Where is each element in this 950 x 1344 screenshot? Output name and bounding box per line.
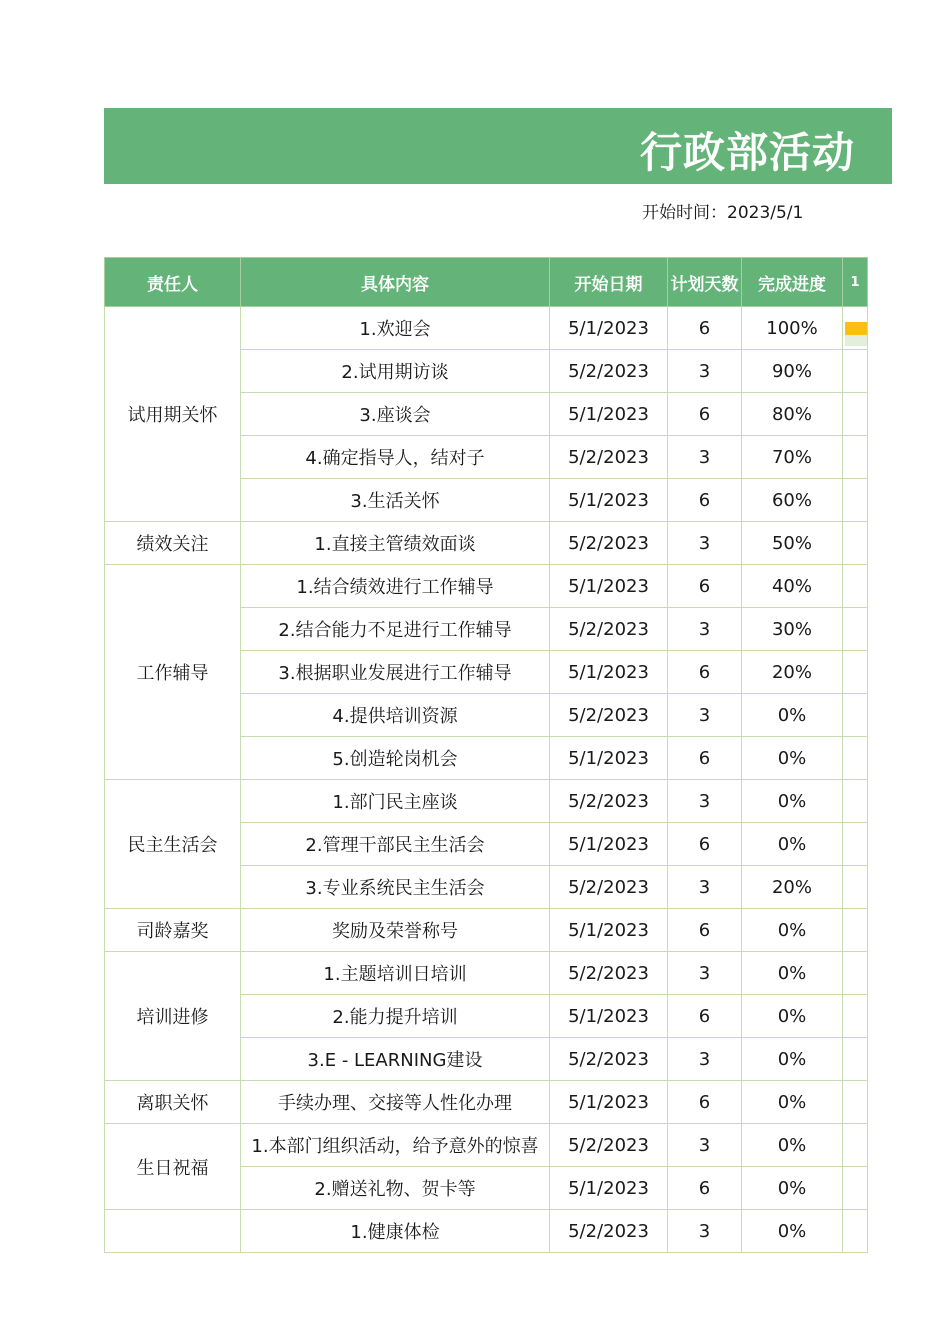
planned-days-cell[interactable]: 6 [668,393,742,436]
planned-days-cell[interactable]: 6 [668,479,742,522]
planned-days-cell[interactable]: 6 [668,995,742,1038]
start-date-cell[interactable]: 5/2/2023 [550,436,668,479]
progress-cell[interactable]: 80% [742,393,843,436]
task-cell[interactable]: 2.试用期访谈 [241,350,550,393]
task-cell[interactable]: 4.提供培训资源 [241,694,550,737]
page-cut [104,1253,868,1344]
gantt-cell[interactable] [843,436,868,479]
start-date-cell[interactable]: 5/2/2023 [550,866,668,909]
planned-days-cell[interactable]: 3 [668,952,742,995]
header-owner[interactable]: 责任人 [105,258,241,307]
start-date-cell[interactable]: 5/1/2023 [550,307,668,350]
planned-days-cell[interactable]: 3 [668,350,742,393]
table-row [105,909,868,952]
task-cell[interactable]: 3.E - LEARNING建设 [241,1038,550,1081]
start-date-cell[interactable]: 5/2/2023 [550,694,668,737]
start-date-cell[interactable]: 5/2/2023 [550,522,668,565]
gantt-cell[interactable] [843,608,868,651]
gantt-cell[interactable] [843,565,868,608]
task-cell[interactable]: 1.结合绩效进行工作辅导 [241,565,550,608]
start-date-cell[interactable]: 5/1/2023 [550,651,668,694]
table-row [105,952,868,995]
gantt-cell[interactable] [843,393,868,436]
planned-days-cell[interactable]: 3 [668,866,742,909]
page-title: 行政部活动 [640,128,856,177]
header-planned-days[interactable]: 计划天数 [668,258,742,307]
start-date-cell[interactable]: 5/1/2023 [550,479,668,522]
progress-cell[interactable]: 0% [742,909,843,952]
owner-cell[interactable]: 工作辅导 [105,565,241,780]
gantt-cell[interactable] [843,995,868,1038]
table-row [105,780,868,823]
task-cell[interactable]: 2.结合能力不足进行工作辅导 [241,608,550,651]
header-row [105,258,868,307]
gantt-cell[interactable] [843,909,868,952]
task-cell[interactable]: 1.直接主管绩效面谈 [241,522,550,565]
gantt-cell[interactable] [843,1038,868,1081]
header-progress[interactable]: 完成进度 [742,258,843,307]
table-row [105,307,868,350]
progress-cell[interactable]: 90% [742,350,843,393]
owner-cell[interactable]: 培训进修 [105,952,241,1081]
gantt-cell[interactable] [843,1167,868,1210]
progress-cell[interactable]: 20% [742,651,843,694]
progress-cell[interactable]: 0% [742,952,843,995]
start-date-cell[interactable]: 5/2/2023 [550,350,668,393]
task-cell[interactable]: 1.欢迎会 [241,307,550,350]
start-date-cell[interactable]: 5/2/2023 [550,608,668,651]
task-cell[interactable]: 1.健康体检 [241,1210,550,1253]
task-cell[interactable]: 3.生活关怀 [241,479,550,522]
progress-cell[interactable]: 0% [742,1081,843,1124]
planned-days-cell[interactable]: 6 [668,565,742,608]
planned-days-cell[interactable]: 6 [668,737,742,780]
planned-days-cell[interactable]: 6 [668,651,742,694]
table-body [105,307,868,1253]
gantt-progress-bar [845,322,867,335]
planned-days-cell[interactable]: 3 [668,436,742,479]
table-row [105,1124,868,1167]
gantt-plan-bar [845,335,867,346]
planned-days-cell[interactable]: 6 [668,823,742,866]
progress-cell[interactable]: 70% [742,436,843,479]
task-cell[interactable]: 奖励及荣誉称号 [241,909,550,952]
start-time-label: 开始时间： [642,203,727,223]
start-date-cell[interactable]: 5/1/2023 [550,823,668,866]
task-cell[interactable]: 2.能力提升培训 [241,995,550,1038]
progress-cell[interactable]: 0% [742,823,843,866]
start-date-cell[interactable]: 5/1/2023 [550,1167,668,1210]
task-cell[interactable]: 3.专业系统民主生活会 [241,866,550,909]
start-date-cell[interactable]: 5/2/2023 [550,1210,668,1253]
progress-cell[interactable]: 40% [742,565,843,608]
task-cell[interactable]: 1.部门民主座谈 [241,780,550,823]
planned-days-cell[interactable]: 3 [668,608,742,651]
owner-cell[interactable]: 民主生活会 [105,780,241,909]
planned-days-cell[interactable]: 6 [668,1167,742,1210]
table-row [105,565,868,608]
progress-cell[interactable]: 0% [742,694,843,737]
progress-cell[interactable]: 0% [742,1038,843,1081]
start-date-cell[interactable]: 5/1/2023 [550,565,668,608]
gantt-cell[interactable] [843,737,868,780]
task-cell[interactable]: 2.赠送礼物、贺卡等 [241,1167,550,1210]
progress-cell[interactable]: 0% [742,1124,843,1167]
owner-cell[interactable]: 试用期关怀 [105,307,241,522]
start-date-cell[interactable]: 5/2/2023 [550,1038,668,1081]
gantt-cell[interactable] [843,1081,868,1124]
planned-days-cell[interactable]: 6 [668,307,742,350]
start-time-value[interactable]: 2023/5/1 [727,203,804,223]
gantt-cell[interactable] [843,694,868,737]
gantt-cell[interactable] [843,307,868,350]
table-row [105,1210,868,1253]
progress-cell[interactable]: 0% [742,995,843,1038]
planned-days-cell[interactable]: 3 [668,522,742,565]
progress-cell[interactable]: 30% [742,608,843,651]
start-date-cell[interactable]: 5/2/2023 [550,780,668,823]
progress-cell[interactable]: 50% [742,522,843,565]
owner-cell[interactable]: 生日祝福 [105,1124,241,1210]
activity-table [104,257,868,1253]
task-cell[interactable]: 手续办理、交接等人性化办理 [241,1081,550,1124]
planned-days-cell[interactable]: 3 [668,780,742,823]
header-start-date[interactable]: 开始日期 [550,258,668,307]
gantt-cell[interactable] [843,823,868,866]
progress-cell[interactable]: 0% [742,780,843,823]
planned-days-cell[interactable]: 6 [668,1081,742,1124]
gantt-cell[interactable] [843,780,868,823]
task-cell[interactable]: 2.管理干部民主生活会 [241,823,550,866]
task-cell[interactable]: 3.根据职业发展进行工作辅导 [241,651,550,694]
gantt-cell[interactable] [843,479,868,522]
owner-cell[interactable] [105,1210,241,1253]
gantt-cell[interactable] [843,1210,868,1253]
progress-cell[interactable]: 100% [742,307,843,350]
planned-days-cell[interactable]: 3 [668,1038,742,1081]
start-time-row [642,198,803,223]
planned-days-cell[interactable]: 3 [668,694,742,737]
planned-days-cell[interactable]: 6 [668,909,742,952]
gantt-cell[interactable] [843,1124,868,1167]
start-date-cell[interactable]: 5/1/2023 [550,737,668,780]
start-date-cell[interactable]: 5/1/2023 [550,393,668,436]
progress-cell[interactable]: 60% [742,479,843,522]
start-date-cell[interactable]: 5/1/2023 [550,1081,668,1124]
title-banner [104,108,892,184]
progress-cell[interactable]: 0% [742,1167,843,1210]
start-date-cell[interactable]: 5/2/2023 [550,952,668,995]
owner-cell[interactable]: 离职关怀 [105,1081,241,1124]
progress-cell[interactable]: 20% [742,866,843,909]
start-date-cell[interactable]: 5/1/2023 [550,995,668,1038]
gantt-cell[interactable] [843,522,868,565]
gantt-cell[interactable] [843,866,868,909]
task-cell[interactable]: 1.主题培训日培训 [241,952,550,995]
header-gantt-day[interactable]: 1 [843,258,868,307]
progress-cell[interactable]: 0% [742,737,843,780]
header-task[interactable]: 具体内容 [241,258,550,307]
gantt-cell[interactable] [843,651,868,694]
task-cell[interactable]: 5.创造轮岗机会 [241,737,550,780]
table-row [105,522,868,565]
table-row [105,1081,868,1124]
owner-cell[interactable]: 绩效关注 [105,522,241,565]
progress-cell[interactable]: 0% [742,1210,843,1253]
planned-days-cell[interactable]: 3 [668,1124,742,1167]
gantt-cell[interactable] [843,952,868,995]
start-date-cell[interactable]: 5/1/2023 [550,909,668,952]
owner-cell[interactable]: 司龄嘉奖 [105,909,241,952]
task-cell[interactable]: 1.本部门组织活动，给予意外的惊喜 [241,1124,550,1167]
task-cell[interactable]: 3.座谈会 [241,393,550,436]
start-date-cell[interactable]: 5/2/2023 [550,1124,668,1167]
gantt-cell[interactable] [843,350,868,393]
task-cell[interactable]: 4.确定指导人，结对子 [241,436,550,479]
planned-days-cell[interactable]: 3 [668,1210,742,1253]
